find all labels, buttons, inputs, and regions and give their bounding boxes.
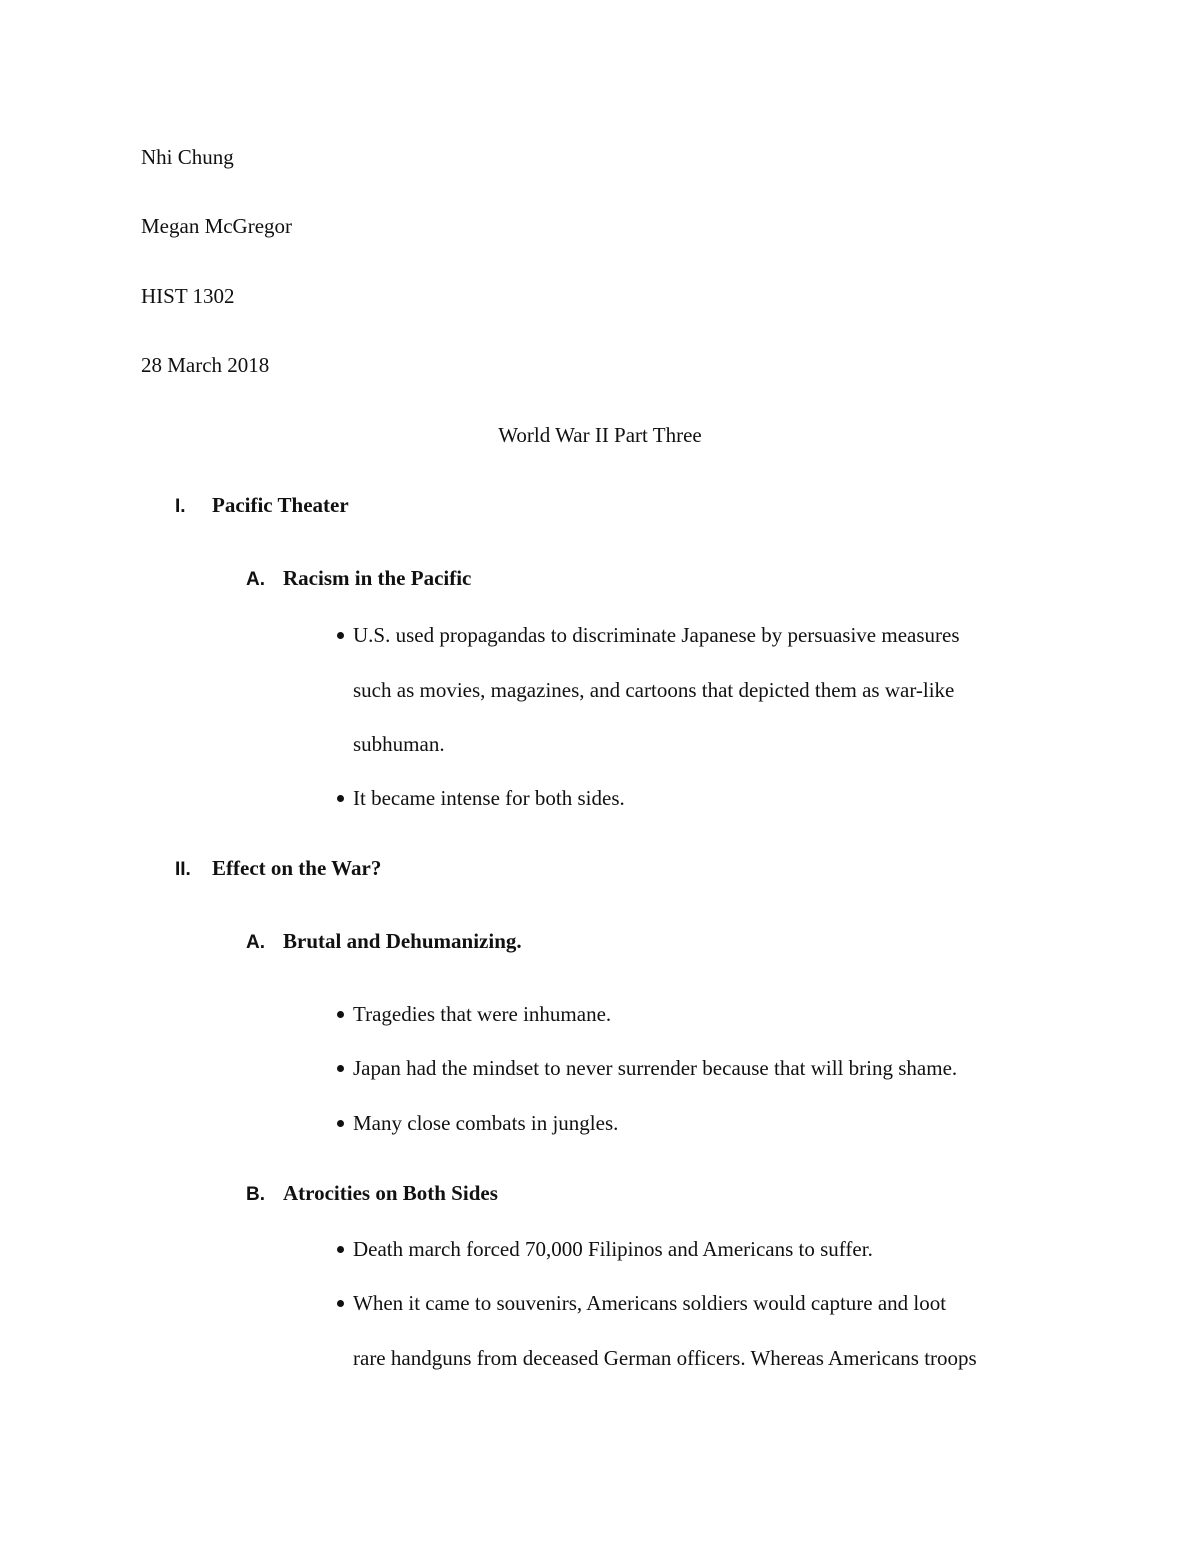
bullet-icon <box>337 632 344 639</box>
instructor-name: Megan McGregor <box>141 214 293 238</box>
bullet-icon <box>337 1065 344 1072</box>
subsection-letter: A. <box>246 932 265 953</box>
bullet-text-continued: rare handguns from deceased German officers. Whereas Americans troops <box>353 1346 977 1370</box>
bullet-text: When it came to souvenirs, Americans soldiers would capture and loot <box>353 1291 947 1315</box>
document-title: World War II Part Three <box>498 423 702 447</box>
student-name: Nhi Chung <box>141 145 234 169</box>
bullet-icon <box>337 795 344 802</box>
bullet-icon <box>337 1011 344 1018</box>
date: 28 March 2018 <box>141 353 270 377</box>
bullet-text-continued: subhuman. <box>353 732 445 756</box>
subsection-heading: Racism in the Pacific <box>283 566 472 590</box>
bullet-text: It became intense for both sides. <box>353 786 625 810</box>
bullet-text: Tragedies that were inhumane. <box>353 1002 612 1026</box>
subsection-letter: A. <box>246 569 265 590</box>
bullet-icon <box>337 1300 344 1307</box>
bullet-text: U.S. used propagandas to discriminate Japanese by persuasive measures <box>353 623 960 647</box>
course-code: HIST 1302 <box>141 284 235 308</box>
bullet-icon <box>337 1120 344 1127</box>
section-numeral: I. <box>175 496 186 517</box>
subsection-letter: B. <box>246 1184 265 1205</box>
subsection-heading: Atrocities on Both Sides <box>283 1181 498 1205</box>
bullet-icon <box>337 1246 344 1253</box>
subsection-heading: Brutal and Dehumanizing. <box>283 929 522 953</box>
section-heading: Pacific Theater <box>212 493 349 517</box>
section-numeral: II. <box>175 859 191 880</box>
section-heading: Effect on the War? <box>212 856 382 880</box>
bullet-text-continued: such as movies, magazines, and cartoons that depicted them as war-like <box>353 678 955 702</box>
bullet-text: Japan had the mindset to never surrender because that will bring shame. <box>353 1056 958 1080</box>
bullet-text: Death march forced 70,000 Filipinos and Americans to suffer. <box>353 1237 873 1261</box>
bullet-text: Many close combats in jungles. <box>353 1111 619 1135</box>
